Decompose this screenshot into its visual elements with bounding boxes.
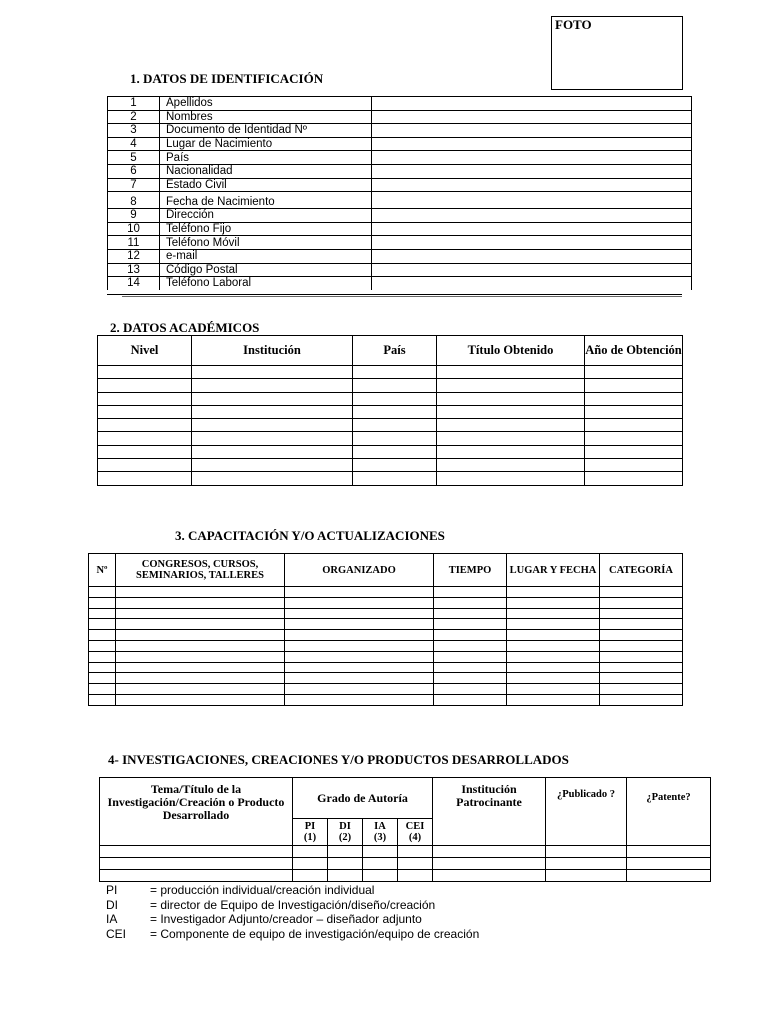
training-cell[interactable] [434,619,507,630]
row-number: 13 [108,263,160,277]
research-cell[interactable] [433,858,546,870]
identification-row [108,192,692,209]
header-lugar-fecha: LUGAR Y FECHA [507,554,600,587]
research-row [100,870,711,882]
legend-item [106,927,479,942]
header-publicado: ¿Publicado ? [546,778,627,846]
header-institucion-patrocinante: Institución Patrocinante [433,778,546,846]
section-2-title: 2. DATOS ACADÉMICOS [110,320,260,335]
academic-cell[interactable] [437,379,585,392]
header-anio: Año de Obtención [585,336,683,366]
authorship-subheader [363,819,398,846]
training-cell[interactable] [507,608,600,619]
training-cell[interactable] [116,662,285,673]
research-cell[interactable] [546,846,627,858]
academic-cell[interactable] [192,392,353,405]
research-cell[interactable] [546,870,627,882]
row-value-field[interactable] [372,97,692,111]
row-label: Documento de Identidad Nº [160,124,372,138]
identification-row [108,164,692,178]
header-grado-autoria: Grado de Autoría [293,778,433,819]
training-cell[interactable] [600,587,683,598]
training-cell[interactable] [507,640,600,651]
academic-cell[interactable] [98,366,192,379]
training-cell[interactable] [285,662,434,673]
training-cell[interactable] [285,640,434,651]
academic-cell[interactable] [353,419,437,432]
research-cell[interactable] [328,846,363,858]
divider [107,294,682,295]
training-row [89,587,683,598]
academic-cell[interactable] [192,405,353,418]
row-number: 6 [108,164,160,178]
academic-cell[interactable] [353,392,437,405]
research-cell[interactable] [398,846,433,858]
row-value-field[interactable] [372,263,692,277]
research-cell[interactable] [627,858,711,870]
row-value-field[interactable] [372,209,692,223]
training-cell[interactable] [89,640,116,651]
legend-text: = Componente de equipo de investigación/equipo de creación [150,926,480,941]
training-cell[interactable] [89,597,116,608]
research-cell[interactable] [293,858,328,870]
section-1-title: 1. DATOS DE IDENTIFICACIÓN [130,71,324,86]
academic-cell[interactable] [437,459,585,472]
training-cell[interactable] [600,640,683,651]
identification-row [108,110,692,124]
header-no: Nº [89,554,116,587]
research-cell[interactable] [627,870,711,882]
row-label: País [160,151,372,165]
academic-row [98,366,683,379]
research-cell[interactable] [328,858,363,870]
header-nivel: Nivel [98,336,192,366]
academic-cell[interactable] [98,432,192,445]
row-value-field[interactable] [372,164,692,178]
row-value-field[interactable] [372,249,692,263]
row-number: 8 [108,192,160,209]
academic-cell[interactable] [98,472,192,485]
legend [106,883,479,941]
header-pais: País [353,336,437,366]
research-cell[interactable] [293,846,328,858]
academic-cell[interactable] [585,405,683,418]
row-label: Nacionalidad [160,164,372,178]
training-cell[interactable] [507,587,600,598]
row-label: Teléfono Laboral [160,277,372,290]
academic-cell[interactable] [585,432,683,445]
row-value-field[interactable] [372,222,692,236]
academic-cell[interactable] [585,366,683,379]
research-cell[interactable] [363,858,398,870]
academic-cell[interactable] [98,419,192,432]
training-cell[interactable] [116,608,285,619]
authorship-code: IA [374,821,386,832]
training-cell[interactable] [116,597,285,608]
identification-row [108,209,692,223]
header-patente: ¿Patente? [627,778,711,846]
training-cell[interactable] [507,694,600,705]
training-row [89,597,683,608]
legend-abbr: PI [106,883,118,897]
training-row [89,630,683,641]
row-number: 7 [108,178,160,192]
academic-cell[interactable] [437,445,585,458]
training-cell[interactable] [116,694,285,705]
training-cell[interactable] [507,673,600,684]
training-cell[interactable] [89,662,116,673]
training-cell[interactable] [434,597,507,608]
research-cell[interactable] [293,870,328,882]
academic-cell[interactable] [437,405,585,418]
row-value-field[interactable] [372,124,692,138]
row-number: 4 [108,137,160,151]
academic-cell[interactable] [192,472,353,485]
academic-cell[interactable] [98,405,192,418]
row-label: Teléfono Móvil [160,236,372,250]
academic-cell[interactable] [585,459,683,472]
training-row [89,608,683,619]
academic-cell[interactable] [353,445,437,458]
training-cell[interactable] [434,630,507,641]
training-cell[interactable] [89,651,116,662]
training-cell[interactable] [89,619,116,630]
legend-item [106,912,479,927]
training-cell[interactable] [434,684,507,695]
training-cell[interactable] [507,630,600,641]
academic-row [98,379,683,392]
research-table [99,777,711,882]
academic-cell[interactable] [353,472,437,485]
training-cell[interactable] [285,597,434,608]
research-cell[interactable] [433,870,546,882]
training-cell[interactable] [116,587,285,598]
training-cell[interactable] [600,662,683,673]
training-cell[interactable] [507,684,600,695]
academic-cell[interactable] [98,379,192,392]
academic-cell[interactable] [437,392,585,405]
training-cell[interactable] [600,608,683,619]
training-cell[interactable] [434,587,507,598]
legend-item [106,883,479,898]
research-cell[interactable] [363,870,398,882]
training-cell[interactable] [285,630,434,641]
row-number: 11 [108,236,160,250]
row-value-field[interactable] [372,236,692,250]
training-row [89,662,683,673]
training-cell[interactable] [434,662,507,673]
photo-box [551,16,683,90]
header-tema: Tema/Título de la Investigación/Creación o Producto Desarrollado [100,778,293,846]
authorship-code: DI [339,821,351,832]
training-cell[interactable] [285,587,434,598]
training-row [89,619,683,630]
row-value-field[interactable] [372,137,692,151]
row-number: 12 [108,249,160,263]
training-cell[interactable] [89,630,116,641]
academic-cell[interactable] [353,379,437,392]
academic-row [98,472,683,485]
research-cell[interactable] [100,870,293,882]
research-row [100,858,711,870]
academic-cell[interactable] [585,445,683,458]
row-label: Estado Civil [160,178,372,192]
research-cell[interactable] [546,858,627,870]
training-cell[interactable] [116,651,285,662]
research-cell[interactable] [328,870,363,882]
identification-row [108,236,692,250]
authorship-subheader [293,819,328,846]
identification-row [108,249,692,263]
training-cell[interactable] [89,673,116,684]
authorship-number: (4) [408,832,422,843]
training-cell[interactable] [116,630,285,641]
academic-row [98,459,683,472]
identification-row [108,222,692,236]
training-row [89,651,683,662]
academic-cell[interactable] [192,419,353,432]
training-cell[interactable] [600,694,683,705]
research-cell[interactable] [100,846,293,858]
legend-text: = Investigador Adjunto/creador – diseñador adjunto [150,912,422,926]
academic-cell[interactable] [192,366,353,379]
identification-row [108,263,692,277]
row-label: Dirección [160,209,372,223]
row-value-field[interactable] [372,151,692,165]
section-3-title: 3. CAPACITACIÓN Y/O ACTUALIZACIONES [175,528,445,543]
row-label: Apellidos [160,97,372,111]
training-cell[interactable] [600,684,683,695]
row-label: Nombres [160,110,372,124]
training-cell[interactable] [285,694,434,705]
row-label: Lugar de Nacimiento [160,137,372,151]
academic-cell[interactable] [585,419,683,432]
academic-cell[interactable] [192,445,353,458]
identification-row [108,178,692,192]
academic-cell[interactable] [585,472,683,485]
research-row [100,846,711,858]
authorship-number: (1) [303,832,317,843]
academic-cell[interactable] [585,379,683,392]
row-number: 14 [108,277,160,290]
row-label: e-mail [160,249,372,263]
research-cell[interactable] [627,846,711,858]
row-value-field[interactable] [372,277,692,290]
row-number: 1 [108,97,160,111]
academic-cell[interactable] [98,445,192,458]
training-cell[interactable] [285,608,434,619]
header-institucion: Institución [192,336,353,366]
identification-table [107,96,692,290]
academic-row [98,445,683,458]
training-cell[interactable] [89,694,116,705]
academic-cell[interactable] [437,432,585,445]
header-categoria: CATEGORÍA [600,554,683,587]
training-cell[interactable] [600,597,683,608]
training-cell[interactable] [600,619,683,630]
row-number: 5 [108,151,160,165]
photo-label: FOTO [555,17,592,32]
academic-cell[interactable] [353,459,437,472]
training-cell[interactable] [116,673,285,684]
research-cell[interactable] [398,870,433,882]
header-congresos: CONGRESOS, CURSOS, SEMINARIOS, TALLERES [116,554,285,587]
training-row [89,640,683,651]
academic-cell[interactable] [437,419,585,432]
training-cell[interactable] [600,651,683,662]
row-label: Fecha de Nacimiento [160,192,372,209]
identification-row [108,151,692,165]
legend-abbr: DI [106,897,118,912]
row-value-field[interactable] [372,110,692,124]
training-cell[interactable] [507,619,600,630]
divider [122,296,682,297]
academic-cell[interactable] [437,472,585,485]
academic-row [98,392,683,405]
academic-cell[interactable] [192,379,353,392]
row-label: Teléfono Fijo [160,222,372,236]
academic-cell[interactable] [585,392,683,405]
research-cell[interactable] [363,846,398,858]
training-cell[interactable] [434,651,507,662]
row-number: 2 [108,110,160,124]
row-number: 10 [108,222,160,236]
training-cell[interactable] [507,597,600,608]
identification-row [108,124,692,138]
training-row [89,694,683,705]
research-cell[interactable] [433,846,546,858]
training-cell[interactable] [285,673,434,684]
training-cell[interactable] [600,630,683,641]
legend-text: = director de Equipo de Investigación/diseño/creación [150,897,436,912]
academic-cell[interactable] [353,432,437,445]
header-tiempo: TIEMPO [434,554,507,587]
authorship-code: CEI [405,821,425,832]
identification-row [108,277,692,290]
training-cell[interactable] [434,640,507,651]
training-cell[interactable] [116,640,285,651]
training-row [89,673,683,684]
training-cell[interactable] [434,608,507,619]
training-cell[interactable] [507,651,600,662]
training-cell[interactable] [116,619,285,630]
row-value-field[interactable] [372,178,692,192]
training-cell[interactable] [600,673,683,684]
authorship-subheader [398,819,433,846]
academic-cell[interactable] [437,366,585,379]
training-cell[interactable] [89,587,116,598]
academic-cell[interactable] [353,366,437,379]
training-cell[interactable] [285,684,434,695]
academic-row [98,432,683,445]
academic-row [98,405,683,418]
identification-row [108,97,692,111]
authorship-subheader [328,819,363,846]
training-cell[interactable] [285,651,434,662]
header-organizado: ORGANIZADO [285,554,434,587]
training-cell[interactable] [285,619,434,630]
academic-table [97,335,683,486]
row-number: 9 [108,209,160,223]
authorship-number: (3) [373,832,387,843]
legend-text: = producción individual/creación individual [150,883,375,897]
header-titulo: Título Obtenido [437,336,585,366]
academic-cell[interactable] [98,459,192,472]
section-4-title: 4- INVESTIGACIONES, CREACIONES Y/O PRODUCTOS DESARROLLADOS [108,752,569,767]
research-cell[interactable] [398,858,433,870]
identification-row [108,137,692,151]
authorship-code: PI [304,821,316,832]
row-label: Código Postal [160,263,372,277]
training-cell[interactable] [89,608,116,619]
academic-cell[interactable] [192,459,353,472]
authorship-number: (2) [338,832,352,843]
academic-row [98,419,683,432]
training-cell[interactable] [116,684,285,695]
academic-cell[interactable] [98,392,192,405]
training-cell[interactable] [434,694,507,705]
legend-abbr: IA [106,912,118,926]
training-table [88,553,683,706]
training-row [89,684,683,695]
research-cell[interactable] [100,858,293,870]
legend-abbr: CEI [106,926,127,941]
row-number: 3 [108,124,160,138]
academic-cell[interactable] [192,432,353,445]
training-cell[interactable] [434,673,507,684]
academic-cell[interactable] [353,405,437,418]
legend-item [106,898,479,913]
training-cell[interactable] [89,684,116,695]
training-cell[interactable] [507,662,600,673]
row-value-field[interactable] [372,192,692,209]
